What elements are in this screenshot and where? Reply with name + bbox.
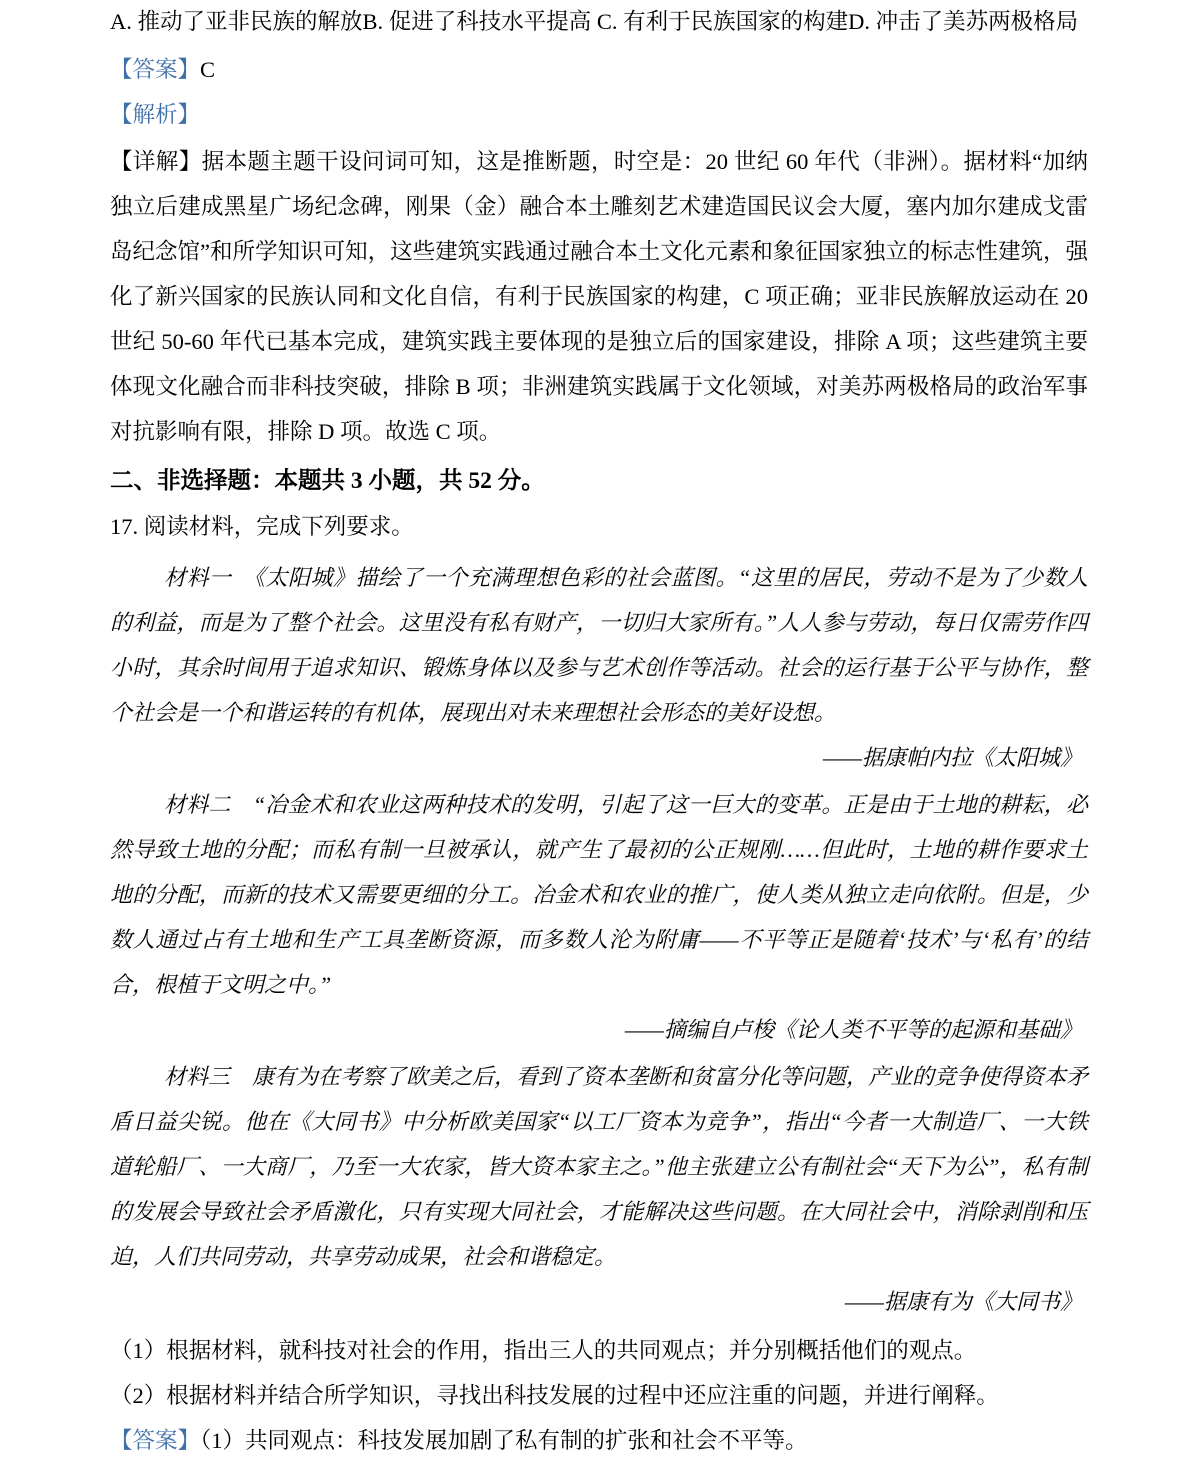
question-17-answer-tag: 【答案】 bbox=[110, 1428, 201, 1453]
material-one-source: ——据康帕内拉《太阳城》 bbox=[822, 745, 1082, 770]
question-17-answer-line bbox=[110, 1418, 1088, 1463]
answer-line bbox=[110, 47, 1088, 92]
section-heading: 二、非选择题：本题共 3 小题，共 52 分。 bbox=[110, 468, 545, 494]
material-two-text: 材料二 “冶金术和农业这两种技术的发明，引起了这一巨大的变革。正是由于土地的耕耘，必然导致土地的分配；而私有制一旦被承认，就产生了最初的公正规刚……但此时，土地的耕作要求土地的分配，而新的技术又需要更细的分工。冶金术和农业的推广，使人类从独立走向依附。但是，少数人通过占有土地和生产工具垄断资源，而多数人沦为附庸——不平等正是随着‘技术’与‘私有’的结合，根植于文明之中。” bbox=[110, 792, 1088, 997]
analysis-tag: 【解析】 bbox=[110, 102, 201, 127]
sub-question-1: （1）根据材料，就科技对社会的作用，指出三人的共同观点；并分别概括他们的观点。 bbox=[110, 1338, 977, 1363]
detail-text: 据本题主题干设问词可知，这是推断题，时空是：20 世纪 60 年代（非洲）。据材料“加纳独立后建成黑星广场纪念碑，刚果（金）融合本土雕刻艺术建造国民议会大厦，塞内加尔建成戈雷岛纪念馆”和所学知识可知，这些建筑实践通过融合本土文化元素和象征国家独立的标志性建筑，强化了新兴国家的民族认同和文化自信，有利于民族国家的构建，C 项正确；亚非民族解放运动在 20 世纪 50-60 年代已基本完成，建筑实践主要体现的是独立后的国家建设，排除 A 项；这些建筑主要体现文化融合而非科技突破，排除 B 项；非洲建筑实践属于文化领域，对美苏两极格局的政治军事对抗影响有限，排除 D 项。故选 C 项。 bbox=[110, 149, 1088, 444]
material-three-source: ——据康有为《大同书》 bbox=[844, 1289, 1082, 1314]
material-three-text: 材料三 康有为在考察了欧美之后，看到了资本垄断和贫富分化等问题，产业的竞争使得资本矛盾日益尖锐。他在《大同书》中分析欧美国家“以工厂资本为竞争”，指出“今者一大制造厂、一大铁道轮船厂、一大商厂，乃至一大农家，皆大资本家主之。”他主张建立公有制社会“天下为公”，私有制的发展会导致社会矛盾激化，只有实现大同社会，才能解决这些问题。在大同社会中，消除剥削和压迫，人们共同劳动，共享劳动成果，社会和谐稳定。 bbox=[110, 1064, 1089, 1269]
analysis-line bbox=[110, 92, 1088, 137]
detail-tag: 【详解】 bbox=[110, 149, 202, 174]
document-content bbox=[110, 0, 1088, 1463]
answer-value: C bbox=[200, 57, 216, 82]
question-options-line: A. 推动了亚非民族的解放B. 促进了科技水平提高 C. 有利于民族国家的构建D. 冲击了美苏两极格局 bbox=[110, 9, 1079, 34]
answer-tag: 【答案】 bbox=[110, 57, 201, 82]
question-17-answer-text: （1）共同观点：科技发展加剧了私有制的扩张和社会不平等。 bbox=[200, 1428, 808, 1453]
material-one-text: 材料一 《太阳城》描绘了一个充满理想色彩的社会蓝图。“这里的居民，劳动不是为了少数人的利益，而是为了整个社会。这里没有私有财产，一切归大家所有。”人人参与劳动，每日仅需劳作四小时，其余时间用于追求知识、锻炼身体以及参与艺术创作等活动。社会的运行基于公平与协作，整个社会是一个和谐运转的有机体，展现出对未来理想社会形态的美好设想。 bbox=[110, 565, 1088, 725]
detail-paragraph bbox=[110, 139, 1088, 454]
material-two-source: ——摘编自卢梭《论人类不平等的起源和基础》 bbox=[624, 1017, 1082, 1042]
sub-question-2: （2）根据材料并结合所学知识，寻找出科技发展的过程中还应注重的问题，并进行阐释。 bbox=[110, 1383, 999, 1408]
question-17-stem: 17. 阅读材料，完成下列要求。 bbox=[110, 514, 414, 539]
